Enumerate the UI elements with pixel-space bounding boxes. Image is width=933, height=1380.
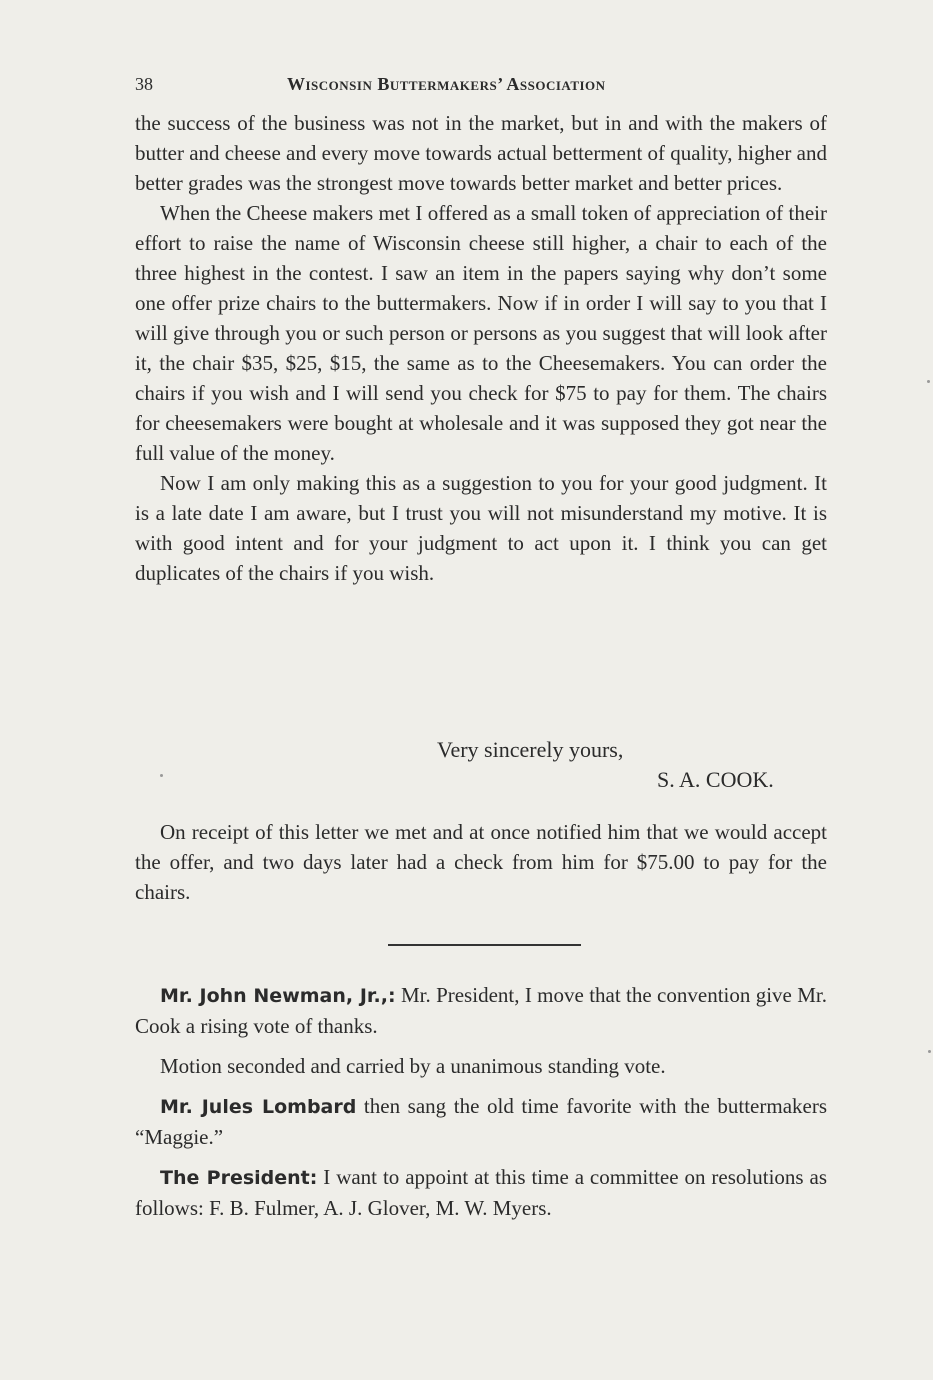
proceeding-item	[135, 1162, 827, 1223]
proceeding-text: I want to appoint at this time a committee on resolutions as follows: F. B. Fulmer, A. J. Glover, M. W. Myers.	[135, 1165, 827, 1220]
proceeding-text: Motion seconded and carried by a unanimous standing vote.	[160, 1054, 666, 1078]
page-header	[135, 74, 835, 100]
letter-body	[135, 108, 827, 588]
page-number: 38	[135, 74, 153, 94]
after-letter-block	[135, 817, 827, 907]
proceeding-item	[135, 1051, 827, 1081]
section-divider	[388, 944, 581, 946]
paper-speck	[928, 1050, 931, 1053]
proceeding-text: Mr. President, I move that the convention give Mr. Cook a rising vote of thanks.	[135, 983, 827, 1038]
proceedings-block	[135, 980, 827, 1223]
proceeding-text: then sang the old time favorite with the buttermakers “Maggie.”	[135, 1094, 827, 1149]
paper-speck	[160, 774, 163, 777]
running-title: Wisconsin Buttermakers’ Association	[287, 74, 606, 94]
letter-paragraph-2: When the Cheese makers met I offered as a small token of appreciation of their effort to raise the name of Wisconsin cheese still higher, a chair to each of the three highest in the contest. I saw an item in the papers saying why don’t some one offer prize chairs to the buttermakers. Now if in order I will say to you that I will give through you or such person or persons as you suggest that will look after it, the chair $35, $25, $15, the same as to the Cheesemakers. You can order the chairs if you wish and I will send you check for $75 to pay for them. The chairs for cheesemakers were bought at wholesale and it was supposed they got near the full value of the money.	[135, 201, 827, 465]
letter-paragraph-3: Now I am only making this as a suggestion to you for your good judgment. It is a late date I am aware, but I trust you will not misunderstand my motive. It is with good intent and for your judgment to act upon it. I think you can get duplicates of the chairs if you wish.	[135, 471, 827, 585]
letter-paragraph-1: the success of the business was not in the market, but in and with the makers of butter and cheese and every move towards actual betterment of quality, higher and better grades was the strongest move towards better market and better prices.	[135, 111, 827, 195]
speaker-name: Mr. John Newman, Jr.,:	[160, 985, 396, 1007]
after-letter-paragraph: On receipt of this letter we met and at once notified him that we would accept the offer, and two days later had a check from him for $75.00 to pay for the chairs.	[135, 820, 827, 904]
speaker-name: Mr. Jules Lombard	[160, 1096, 357, 1118]
proceeding-item	[135, 980, 827, 1041]
speaker-name: The President:	[160, 1167, 318, 1189]
proceeding-item	[135, 1091, 827, 1152]
letter-signature: S. A. COOK.	[657, 767, 774, 792]
paper-speck	[927, 380, 930, 383]
letter-closing: Very sincerely yours,	[437, 737, 624, 762]
